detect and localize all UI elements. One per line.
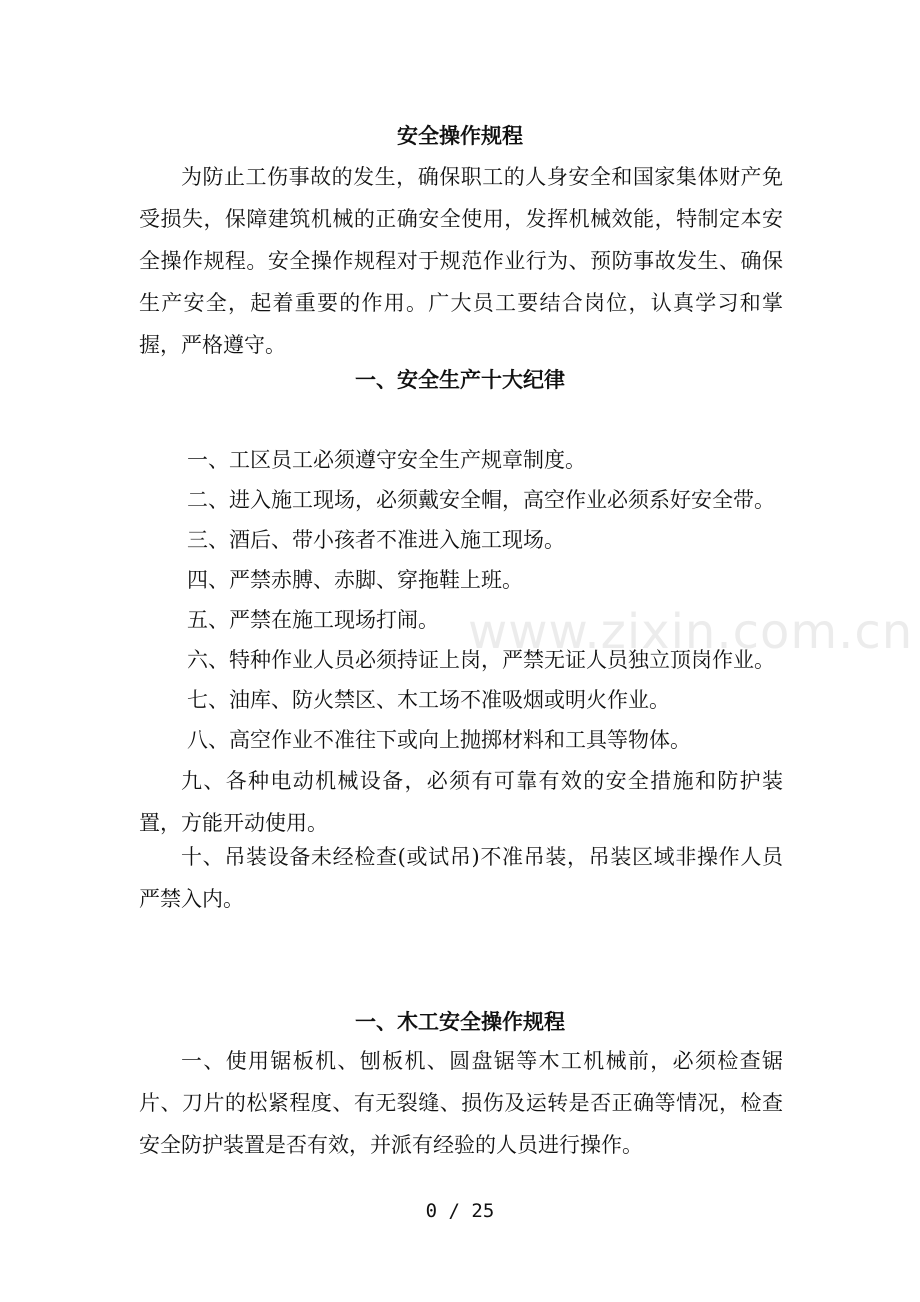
intro-paragraph: 为防止工伤事故的发生，确保职工的人身安全和国家集体财产免受损失，保障建筑机械的正确安全使用，发挥机械效能，特制定本安全操作规程。安全操作规程对于规范作业行为、预防事故发生、确保生产安全，起着重要的作用。广大员工要结合岗位，认真学习和掌握，严格遵守。: [139, 165, 783, 357]
rule-item: 五、严禁在施工现场打闹。: [187, 608, 439, 632]
section-heading-carpentry: 一、木工安全操作规程: [355, 1009, 565, 1034]
document-title: 安全操作规程: [397, 123, 523, 148]
rule-item: 四、严禁赤膊、赤脚、穿拖鞋上班。: [187, 568, 523, 592]
rule-item: 六、特种作业人员必须持证上岗，严禁无证人员独立顶岗作业。: [187, 648, 775, 672]
rule-item-multiline: 十、吊装设备未经检查(或试吊)不准吊装，吊装区域非操作人员严禁入内。: [139, 845, 783, 911]
rule-item-multiline: 九、各种电动机械设备，必须有可靠有效的安全措施和防护装置，方能开动使用。: [139, 769, 783, 835]
section-heading-discipline: 一、安全生产十大纪律: [355, 367, 565, 392]
watermark: www.zixin.com.cn: [468, 604, 914, 660]
rule-item: 二、进入施工现场，必须戴安全帽，高空作业必须系好安全带。: [187, 488, 775, 512]
carpentry-paragraph: 一、使用锯板机、刨板机、圆盘锯等木工机械前，必须检查锯片、刀片的松紧程度、有无裂缝、损伤及运转是否正确等情况，检查安全防护装置是否有效，并派有经验的人员进行操作。: [139, 1049, 783, 1157]
page-number: 0 / 25: [425, 1200, 495, 1222]
rule-item: 七、油库、防火禁区、木工场不准吸烟或明火作业。: [187, 688, 670, 712]
rule-item: 一、工区员工必须遵守安全生产规章制度。: [187, 448, 586, 472]
rule-item: 八、高空作业不准往下或向上抛掷材料和工具等物体。: [187, 728, 691, 752]
rule-item: 三、酒后、带小孩者不准进入施工现场。: [187, 528, 565, 552]
